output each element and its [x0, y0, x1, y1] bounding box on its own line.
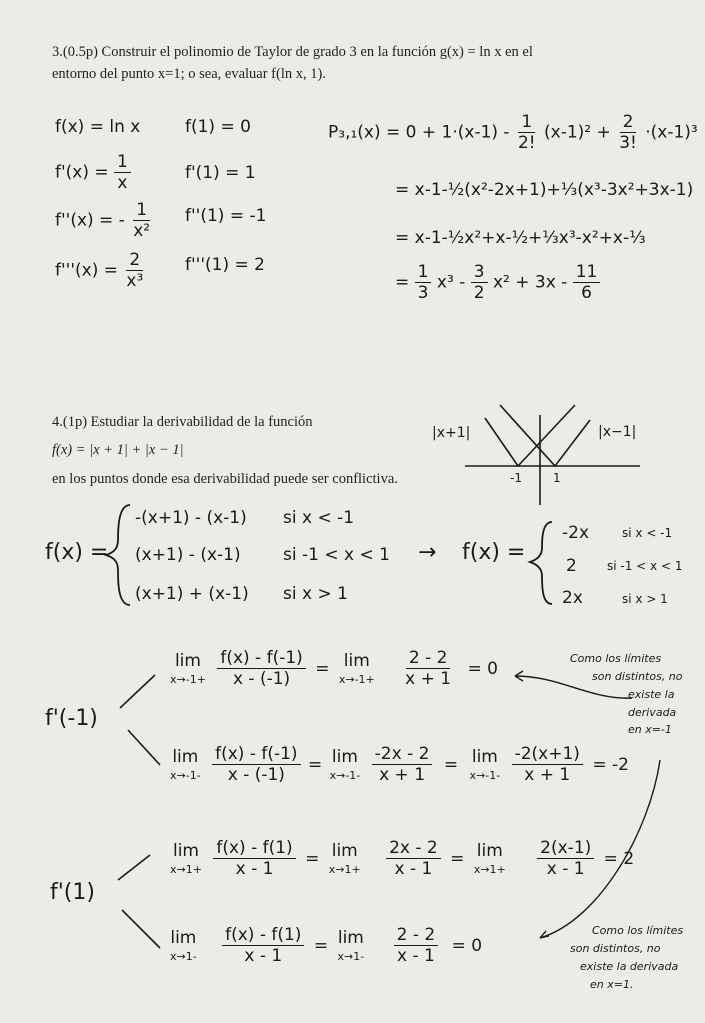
case-expr: (x+1) + (x-1) — [135, 584, 249, 604]
frac-den: x + 1 — [405, 669, 452, 689]
note-1-line3: existe la derivada — [580, 960, 679, 973]
piecewise-case-1 — [135, 508, 247, 528]
taylor-end: ·(x-1)³ — [645, 122, 698, 143]
lim-word: lim — [174, 651, 201, 671]
taylor-step4 — [395, 262, 600, 303]
limit-m1-right: lim x→-1+ $\frac{f(x) - f(-1)}{x - (-1)}$ = lim x→-1+ $\frac{2 - 2}{x + 1}$ = 0 — [170, 648, 498, 689]
lim-sub: x→-1+ — [170, 673, 206, 686]
lim-word: lim — [337, 928, 364, 948]
piecewise-case-2 — [135, 545, 241, 565]
problem4-heading-line2: en los puntos donde esa derivabilidad puede ser conflictiva. — [52, 471, 398, 487]
note-1-line1: Como los límites — [592, 924, 684, 937]
piecewise-case-3-cond: si x > 1 — [283, 584, 348, 604]
taylor-frac2 — [616, 112, 640, 153]
graph-tick-minus-1: -1 — [510, 471, 522, 485]
limit-frac — [537, 838, 594, 879]
lim — [339, 651, 375, 686]
lim — [170, 747, 201, 782]
derivative-at-minus-1-label: f'(-1) — [45, 706, 98, 731]
lim-sub: x→1+ — [170, 863, 202, 876]
frac-den: 2! — [517, 133, 536, 153]
frac-num: 1 — [415, 262, 432, 283]
deriv-f2 — [55, 200, 153, 241]
note-minus-1-line3: existe la — [628, 688, 675, 701]
frac-num: 1 — [114, 152, 131, 173]
frac-num: 1 — [133, 200, 150, 221]
frac-num: 2(x-1) — [537, 838, 594, 859]
limit-frac — [217, 648, 305, 689]
deriv-f1-frac — [114, 152, 131, 193]
taylor-mid: (x-1)² + — [544, 122, 611, 143]
limit-result: = -2 — [592, 754, 629, 775]
frac-num: f(x) - f(1) — [213, 838, 295, 859]
problem4-heading: 4.(1p) Estudiar la derivabilidad de la función — [52, 414, 313, 430]
piecewise-case-1-cond: si x < -1 — [283, 508, 355, 528]
frac-num: f(x) - f(-1) — [212, 744, 300, 765]
problem3-heading: 3.(0.5p) Construir el polinomio de Taylor de grado 3 en la función g(x) = ln x en el — [52, 44, 533, 60]
frac-den: x² — [133, 221, 151, 241]
arrow-right: → — [418, 540, 437, 565]
lim-word: lim — [170, 928, 197, 948]
lim — [170, 841, 202, 876]
lim-sub: x→-1- — [170, 769, 201, 782]
note-1-line4: en x=1. — [590, 978, 634, 991]
lim-sub: x→1+ — [473, 863, 506, 876]
deriv-f1-label: f'(x) = — [55, 162, 109, 183]
taylor-line1 — [328, 112, 698, 153]
limit-result: = 2 — [603, 848, 635, 869]
deriv-f3-frac — [123, 250, 146, 291]
value-fp1: f'(1) = 1 — [185, 163, 256, 183]
graph-tick-1: 1 — [553, 471, 561, 485]
frac-num: -2x - 2 — [372, 744, 433, 765]
note-minus-1-line2: son distintos, no — [592, 670, 683, 683]
simplified-case-1-cond: si x < -1 — [622, 526, 673, 540]
frac-num: 2 - 2 — [406, 648, 451, 669]
lim — [330, 747, 361, 782]
deriv-f: f(x) = ln x — [55, 117, 141, 137]
limit-result: = 0 — [467, 658, 498, 679]
lim-sub: x→-1+ — [338, 673, 375, 686]
frac-num: 2 - 2 — [394, 925, 439, 946]
frac-den: 6 — [581, 283, 592, 303]
frac-den: 3! — [619, 133, 637, 153]
note-1-line2: son distintos, no — [570, 942, 661, 955]
lim — [329, 841, 361, 876]
piecewise-case-2-cond: si -1 < x < 1 — [283, 545, 390, 565]
lim-word: lim — [331, 841, 358, 861]
deriv-f1 — [55, 152, 131, 193]
deriv-f3 — [55, 250, 146, 291]
limit-1-right: lim x→1+ $\frac{f(x) - f(1)}{x - 1}$ = lim x→1+ $\frac{2x - 2}{x - 1}$ = lim x→1+ $\frac{2(x-1)}{x - 1}$ = 2 — [170, 838, 635, 879]
step4-frac2 — [471, 262, 488, 303]
frac-den: x + 1 — [524, 765, 571, 785]
lim — [170, 928, 197, 963]
note-minus-1-line1: Como los límites — [570, 652, 662, 665]
taylor-step2: = x-1-½(x²-2x+1)+⅓(x³-3x²+3x-1) — [395, 180, 694, 200]
lim — [338, 928, 365, 963]
graph-label-abs-x-plus-1: |x+1| — [432, 425, 471, 441]
frac-den: x - 1 — [235, 859, 274, 879]
frac-den: 3 — [417, 283, 429, 303]
limit-1-left: lim x→1- $\frac{f(x) - f(1)}{x - 1}$ = lim x→1- $\frac{2 - 2}{x - 1}$ = 0 — [170, 925, 483, 966]
step4-x3: x³ - — [436, 272, 466, 293]
lim-word: lim — [476, 841, 503, 861]
derivative-at-1-label: f'(1) — [50, 880, 95, 905]
value-fpp1: f''(1) = -1 — [185, 206, 267, 226]
frac-num: f(x) - f(1) — [222, 925, 304, 946]
lim-word: lim — [343, 651, 370, 671]
problem3-heading-line2: entorno del punto x=1; o sea, evaluar f(ln x, 1). — [52, 66, 326, 82]
lim-word: lim — [471, 747, 498, 767]
lim-word: lim — [172, 747, 199, 767]
deriv-f2-frac — [130, 200, 153, 241]
step4-x2: x² + 3x - — [492, 272, 568, 293]
deriv-f2-label: f''(x) = - — [55, 210, 125, 231]
limit-frac — [394, 925, 439, 966]
frac-den: x - 1 — [394, 859, 433, 879]
limit-frac — [222, 925, 304, 966]
frac-den: x — [117, 173, 128, 193]
piecewise-case-3 — [135, 584, 249, 604]
note-minus-1-line5: en x=-1 — [628, 723, 672, 736]
frac-den: x + 1 — [379, 765, 426, 785]
problem4-function: f(x) = |x + 1| + |x − 1| — [52, 442, 184, 458]
frac-den: 2 — [473, 283, 485, 303]
piecewise-lhs: f(x) = — [45, 540, 109, 565]
frac-num: 11 — [573, 262, 601, 283]
taylor-prefix: P₃,₁(x) = 0 + 1·(x-1) - — [328, 122, 510, 143]
simplified-case-2-cond: si -1 < x < 1 — [607, 559, 683, 573]
limit-frac — [213, 838, 295, 879]
deriv-f3-label: f'''(x) = — [55, 260, 118, 281]
simplified-case-1: -2x — [562, 523, 590, 543]
taylor-step3: = x-1-½x²+x-½+⅓x³-x²+x-⅓ — [395, 228, 646, 248]
lim-sub: x→-1- — [469, 769, 501, 782]
lim — [474, 841, 506, 876]
lim-sub: x→-1- — [329, 769, 361, 782]
limit-frac — [386, 838, 441, 879]
lim — [470, 747, 501, 782]
frac-den: x - 1 — [244, 946, 283, 966]
note-minus-1-line4: derivada — [628, 706, 677, 719]
simplified-case-3: 2x — [562, 588, 583, 608]
case-expr: (x+1) - (x-1) — [135, 545, 241, 565]
simplified-case-3-cond: si x > 1 — [622, 592, 668, 606]
lim-word: lim — [172, 841, 199, 861]
limit-result: = 0 — [451, 935, 483, 956]
frac-num: f(x) - f(-1) — [217, 648, 305, 669]
simplified-case-2: 2 — [566, 556, 577, 576]
simplified-lhs: f(x) = — [462, 540, 526, 565]
step4-frac1 — [415, 262, 432, 303]
step4-frac3 — [573, 262, 601, 303]
frac-num: 2x - 2 — [386, 838, 441, 859]
frac-den: x - (-1) — [227, 765, 285, 785]
limit-m1-left: lim x→-1- $\frac{f(x) - f(-1)}{x - (-1)}$ = lim x→-1- $\frac{-2x - 2}{x + 1}$ = lim x→-1- $\frac{-2(x+1)}{x + 1}$ = -2 — [170, 744, 629, 785]
limit-frac — [212, 744, 300, 785]
frac-num: 2 — [620, 112, 637, 133]
frac-num: 1 — [518, 112, 535, 133]
lim — [170, 651, 206, 686]
frac-den: x - 1 — [396, 946, 435, 966]
frac-den: x³ — [126, 271, 144, 291]
taylor-frac1 — [515, 112, 539, 153]
limit-frac — [512, 744, 583, 785]
frac-den: x - (-1) — [232, 669, 291, 689]
frac-num: -2(x+1) — [512, 744, 583, 765]
frac-num: 3 — [471, 262, 488, 283]
value-fppp1: f'''(1) = 2 — [185, 255, 265, 275]
lim-sub: x→1- — [170, 950, 197, 963]
graph-label-abs-x-minus-1: |x−1| — [598, 424, 637, 440]
frac-num: 2 — [126, 250, 143, 271]
step4-eq: = — [395, 272, 410, 293]
limit-frac — [402, 648, 454, 689]
lim-sub: x→1- — [337, 950, 365, 963]
lim-word: lim — [331, 747, 358, 767]
value-f1: f(1) = 0 — [185, 117, 251, 137]
case-expr: -(x+1) - (x-1) — [135, 508, 247, 528]
limit-frac — [372, 744, 433, 785]
lim-sub: x→1+ — [328, 863, 361, 876]
frac-den: x - 1 — [546, 859, 585, 879]
